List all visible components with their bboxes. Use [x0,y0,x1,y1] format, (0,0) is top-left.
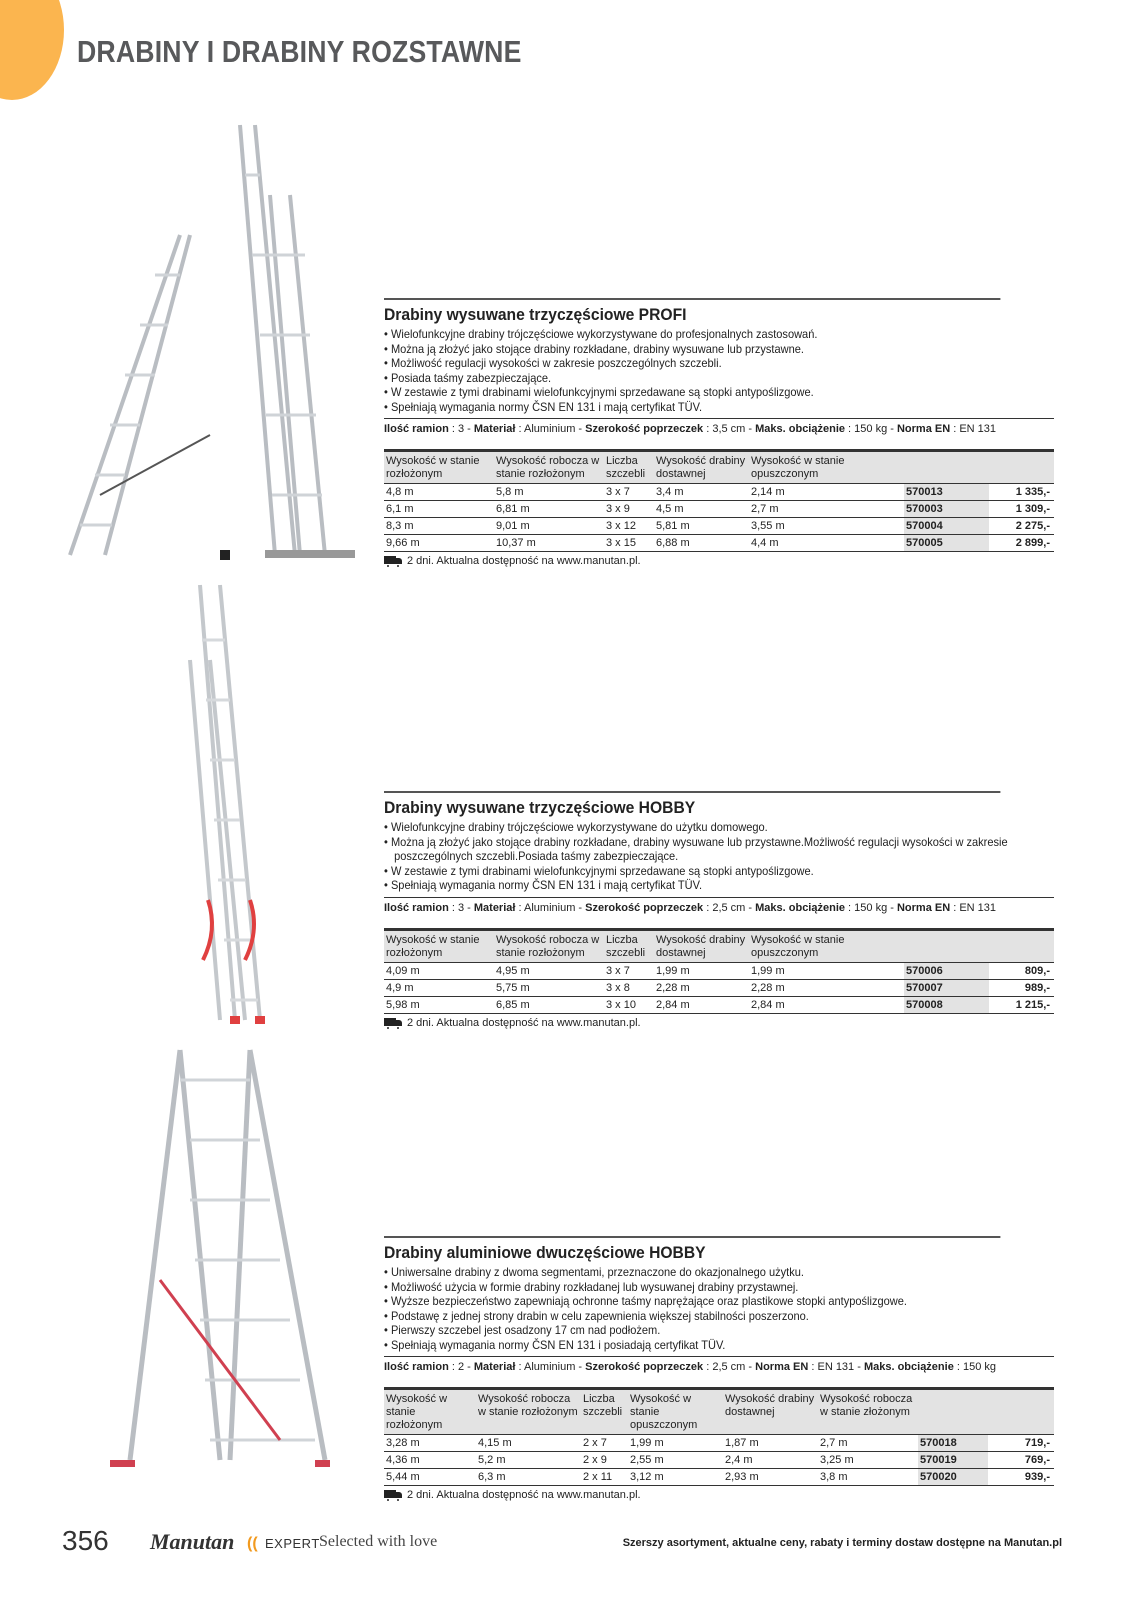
product-price: 939,- [988,1469,1054,1486]
column-header: Wysokość w stanie opuszczonym [751,933,845,959]
table-cell: 4,36 m [384,1452,476,1469]
spec-value: : Aluminium [515,423,576,435]
table-cell: 5,75 m [494,979,604,996]
table-cell: 4,8 m [384,484,494,501]
spec-label: Szerokość poprzeczek [585,1361,704,1373]
table-cell: 8,3 m [384,518,494,535]
product-code: 570018 [918,1435,988,1452]
product-price: 809,- [989,962,1054,979]
table-row [384,1469,1054,1486]
product-price: 1 309,- [989,501,1054,518]
table-row [384,484,1054,501]
delivery-text: 2 dni. Aktualna dostępność na www.manutan.pl. [407,1016,641,1029]
feature-list [384,327,1054,414]
spec-label: Materiał [473,901,516,914]
truck-icon [384,1018,402,1028]
product-price: 719,- [988,1435,1054,1452]
feature-item: • Wielofunkcyjne drabiny trójczęściowe wykorzystywane do użytku domowego. [384,820,1000,835]
table-header-row [384,929,1054,962]
section-title: Drabiny wysuwane trzyczęściowe PROFI [384,298,1000,325]
feature-item: • Pierwszy szczebel jest osadzony 17 cm nad podłożem. [384,1323,1000,1338]
table-cell: 6,88 m [654,535,749,552]
column-header-price [988,1389,1054,1435]
table-cell: 5,2 m [476,1452,581,1469]
column-header: Wysokość drabiny dostawnej [656,933,746,959]
table-cell: 3,55 m [749,518,904,535]
column-header: Liczba szczebli [606,933,646,959]
table-cell: 1,99 m [749,962,904,979]
table-cell: 5,98 m [384,996,494,1013]
table-row [384,1452,1054,1469]
product-section-hobby-3 [384,791,1054,1029]
delivery-info [384,1017,1054,1029]
page-title: DRABINY I DRABINY ROZSTAWNE [77,34,522,69]
spec-label: Ilość ramion [384,901,449,914]
product-price: 2 275,- [989,518,1054,535]
table-row [384,962,1054,979]
spec-line: Ilość ramion : 3 - Materiał : Aluminium - Szerokość poprzeczek : 2,5 cm - Maks. obciążenie : 150 kg - Norma EN : EN 131 [384,897,1054,914]
feature-item: • Spełniają wymagania normy ČSN EN 131 i mają certyfikat TÜV. [384,400,1000,415]
table-cell: 6,3 m [476,1469,581,1486]
spec-label: Materiał [473,1361,516,1373]
table-cell: 2,7 m [749,501,904,518]
table-cell: 3,28 m [384,1435,476,1452]
feature-item: • W zestawie z tymi drabinami wielofunkcyjnymi sprzedawane są stopki antypoślizgowe. [384,864,1000,879]
product-code: 570008 [904,996,989,1013]
table-cell: 2,84 m [654,996,749,1013]
feature-item: • Podstawę z jednej strony drabin w celu zapewnienia większej stabilności poszerzono. [384,1309,1000,1324]
brand-logo: Manutan [150,1529,235,1554]
delivery-info [384,1489,1054,1501]
product-price: 2 899,- [989,535,1054,552]
spec-value: : 3,5 cm [703,423,746,435]
table-cell: 2 x 7 [581,1435,628,1452]
product-price: 769,- [988,1452,1054,1469]
truck-icon [384,556,402,566]
table-cell: 3 x 10 [604,996,654,1013]
product-table [384,449,1054,552]
feature-item: • Uniwersalne drabiny z dwoma segmentami, przeznaczone do okazjonalnego użytku. [384,1265,1000,1280]
spec-value: : 150 kg [845,423,888,435]
table-cell: 4,15 m [476,1435,581,1452]
column-header-code [904,451,989,484]
table-cell: 4,09 m [384,962,494,979]
product-code: 570003 [904,501,989,518]
delivery-info [384,555,1054,567]
accent-circle [0,0,64,100]
table-cell: 9,01 m [494,518,604,535]
table-cell: 2,55 m [628,1452,723,1469]
table-cell: 3,12 m [628,1469,723,1486]
section-title: Drabiny aluminiowe dwuczęściowe HOBBY [384,1236,1000,1263]
footer-note: Szerszy asortyment, aktualne ceny, rabaty i terminy dostaw dostępne na Manutan.pl [622,1537,1062,1549]
table-cell: 6,85 m [494,996,604,1013]
table-cell: 3,4 m [654,484,749,501]
table-cell: 6,1 m [384,501,494,518]
column-header: Wysokość w stanie rozłożonym [386,455,480,480]
spec-label: Norma EN [896,423,951,435]
product-code: 570005 [904,535,989,552]
spec-value: : 2,5 cm [703,901,746,914]
feature-item: • Można ją złożyć jako stojące drabiny rozkładane, drabiny wysuwane lub przystawne.Możliwość regulacji wysokości w zakresie poszczególnych szczebli.Posiada taśmy zabezpieczające. [384,835,1050,864]
spec-value: : 2,5 cm [703,1361,746,1373]
table-cell: 2,93 m [723,1469,818,1486]
table-cell: 2,28 m [749,979,904,996]
column-header: Wysokość robocza w stanie złożonym [820,1393,913,1418]
delivery-text: 2 dni. Aktualna dostępność na www.manutan.pl. [407,1489,641,1501]
column-header-price [989,451,1054,484]
brand-tagline: Selected with love [319,1533,438,1550]
spec-value: : EN 131 [808,1361,855,1373]
product-section-profi [384,298,1054,567]
table-cell: 2,14 m [749,484,904,501]
product-code: 570004 [904,518,989,535]
table-row [384,535,1054,552]
spec-label: Maks. obciążenie [863,1361,954,1373]
column-header: Wysokość robocza w stanie rozłożonym [496,933,600,959]
spec-label: Ilość ramion [384,423,449,435]
column-header: Wysokość robocza w stanie rozłożonym [496,455,600,480]
spec-value: : EN 131 [950,901,997,914]
feature-item: • W zestawie z tymi drabinami wielofunkcyjnymi sprzedawane są stopki antypoślizgowe. [384,385,1000,400]
table-cell: 5,44 m [384,1469,476,1486]
table-cell: 2,7 m [818,1435,918,1452]
table-cell: 3 x 12 [604,518,654,535]
spec-value: : 2 [448,1361,465,1373]
table-cell: 1,99 m [628,1435,723,1452]
spec-value: : Aluminium [515,1361,576,1373]
column-header: Wysokość drabiny dostawnej [656,455,746,480]
spec-value: : Aluminium [515,901,576,914]
table-cell: 3 x 15 [604,535,654,552]
spec-value: : 3 [448,423,465,435]
product-code: 570007 [904,979,989,996]
feature-item: • Spełniają wymagania normy ČSN EN 131 i posiadają certyfikat TÜV. [384,1338,1000,1353]
table-cell: 10,37 m [494,535,604,552]
column-header: Wysokość w stanie opuszczonym [630,1393,698,1431]
ladder-image-hobby-3 [180,580,290,1030]
product-table [384,928,1054,1014]
feature-list [384,1265,1054,1352]
feature-list [384,820,1054,893]
spec-value: : 3 [448,901,465,914]
spec-label: Norma EN [896,901,951,914]
feature-item: • Możliwość regulacji wysokości w zakresie poszczególnych szczebli. [384,356,1000,371]
table-cell: 3 x 8 [604,979,654,996]
table-cell: 3 x 7 [604,962,654,979]
table-cell: 1,87 m [723,1435,818,1452]
spec-value: : EN 131 [950,423,997,435]
product-code: 570020 [918,1469,988,1486]
spec-label: Materiał [473,423,516,435]
product-code: 570019 [918,1452,988,1469]
table-cell: 2 x 11 [581,1469,628,1486]
table-cell: 4,9 m [384,979,494,996]
table-cell: 2 x 9 [581,1452,628,1469]
brand-waves-icon: (( [247,1535,258,1552]
column-header: Wysokość drabiny dostawnej [725,1393,815,1418]
feature-item: • Wyższe bezpieczeństwo zapewniają ochronne taśmy naprężające oraz plastikowe stopki antypoślizgowe. [384,1294,1000,1309]
column-header: Liczba szczebli [606,455,646,480]
product-section-hobby-2 [384,1236,1054,1501]
table-cell: 4,95 m [494,962,604,979]
table-cell: 3 x 9 [604,501,654,518]
table-header-row [384,451,1054,484]
table-cell: 2,28 m [654,979,749,996]
spec-line: Ilość ramion : 2 - Materiał : Aluminium - Szerokość poprzeczek : 2,5 cm - Norma EN : EN 131 - Maks. obciążenie : 150 kg [384,1356,1054,1373]
column-header: Wysokość w stanie opuszczonym [751,455,845,480]
table-cell: 2,84 m [749,996,904,1013]
table-cell: 3,8 m [818,1469,918,1486]
table-row [384,501,1054,518]
column-header: Wysokość robocza w stanie rozłożonym [478,1393,578,1418]
table-row [384,979,1054,996]
column-header-price [989,929,1054,962]
product-price: 989,- [989,979,1054,996]
delivery-text: 2 dni. Aktualna dostępność na www.manutan.pl. [407,555,641,567]
table-cell: 5,81 m [654,518,749,535]
table-cell: 4,4 m [749,535,904,552]
product-price: 1 335,- [989,484,1054,501]
table-cell: 6,81 m [494,501,604,518]
table-header-row [384,1389,1054,1435]
brand-suffix: EXPERT [265,1536,320,1551]
page-number: 356 [62,1525,109,1556]
feature-item: • Można ją złożyć jako stojące drabiny rozkładane, drabiny wysuwane lub przystawne. [384,342,1000,357]
column-header: Liczba szczebli [583,1393,623,1418]
table-cell: 4,5 m [654,501,749,518]
spec-label: Maks. obciążenie [755,901,845,914]
table-cell: 1,99 m [654,962,749,979]
table-cell: 9,66 m [384,535,494,552]
section-title: Drabiny wysuwane trzyczęściowe HOBBY [384,791,1000,818]
feature-item: • Możliwość użycia w formie drabiny rozkładanej lub wysuwanej drabiny przystawnej. [384,1280,1000,1295]
feature-item: • Wielofunkcyjne drabiny trójczęściowe wykorzystywane do profesjonalnych zastosowań. [384,327,1000,342]
table-cell: 2,4 m [723,1452,818,1469]
spec-label: Szerokość poprzeczek [585,423,704,435]
product-code: 570013 [904,484,989,501]
page-footer [62,1525,1062,1565]
column-header: Wysokość w stanie rozłożonym [386,933,480,959]
table-cell: 5,8 m [494,484,604,501]
column-header-code [904,929,989,962]
spec-label: Szerokość poprzeczek [585,901,704,914]
ladder-image-hobby-2 [100,1040,340,1480]
spec-value: : 150 kg [845,901,888,914]
spec-label: Norma EN [755,1361,809,1373]
product-price: 1 215,- [989,996,1054,1013]
feature-item: • Posiada taśmy zabezpieczające. [384,371,1000,386]
product-code: 570006 [904,962,989,979]
table-row [384,518,1054,535]
spec-value: : 150 kg [953,1361,997,1373]
column-header-code [918,1389,988,1435]
truck-icon [384,1490,402,1500]
spec-line: Ilość ramion : 3 - Materiał : Aluminium - Szerokość poprzeczek : 3,5 cm - Maks. obciążenie : 150 kg - Norma EN : EN 131 [384,418,1054,435]
spec-label: Ilość ramion [384,1361,449,1373]
feature-item: • Spełniają wymagania normy ČSN EN 131 i mają certyfikat TÜV. [384,878,1000,893]
table-cell: 3,25 m [818,1452,918,1469]
spec-label: Maks. obciążenie [755,423,845,435]
table-row [384,1435,1054,1452]
ladder-image-profi [60,115,370,575]
table-cell: 3 x 7 [604,484,654,501]
table-row [384,996,1054,1013]
product-table [384,1387,1054,1486]
column-header: Wysokość w stanie rozłożonym [386,1393,448,1431]
